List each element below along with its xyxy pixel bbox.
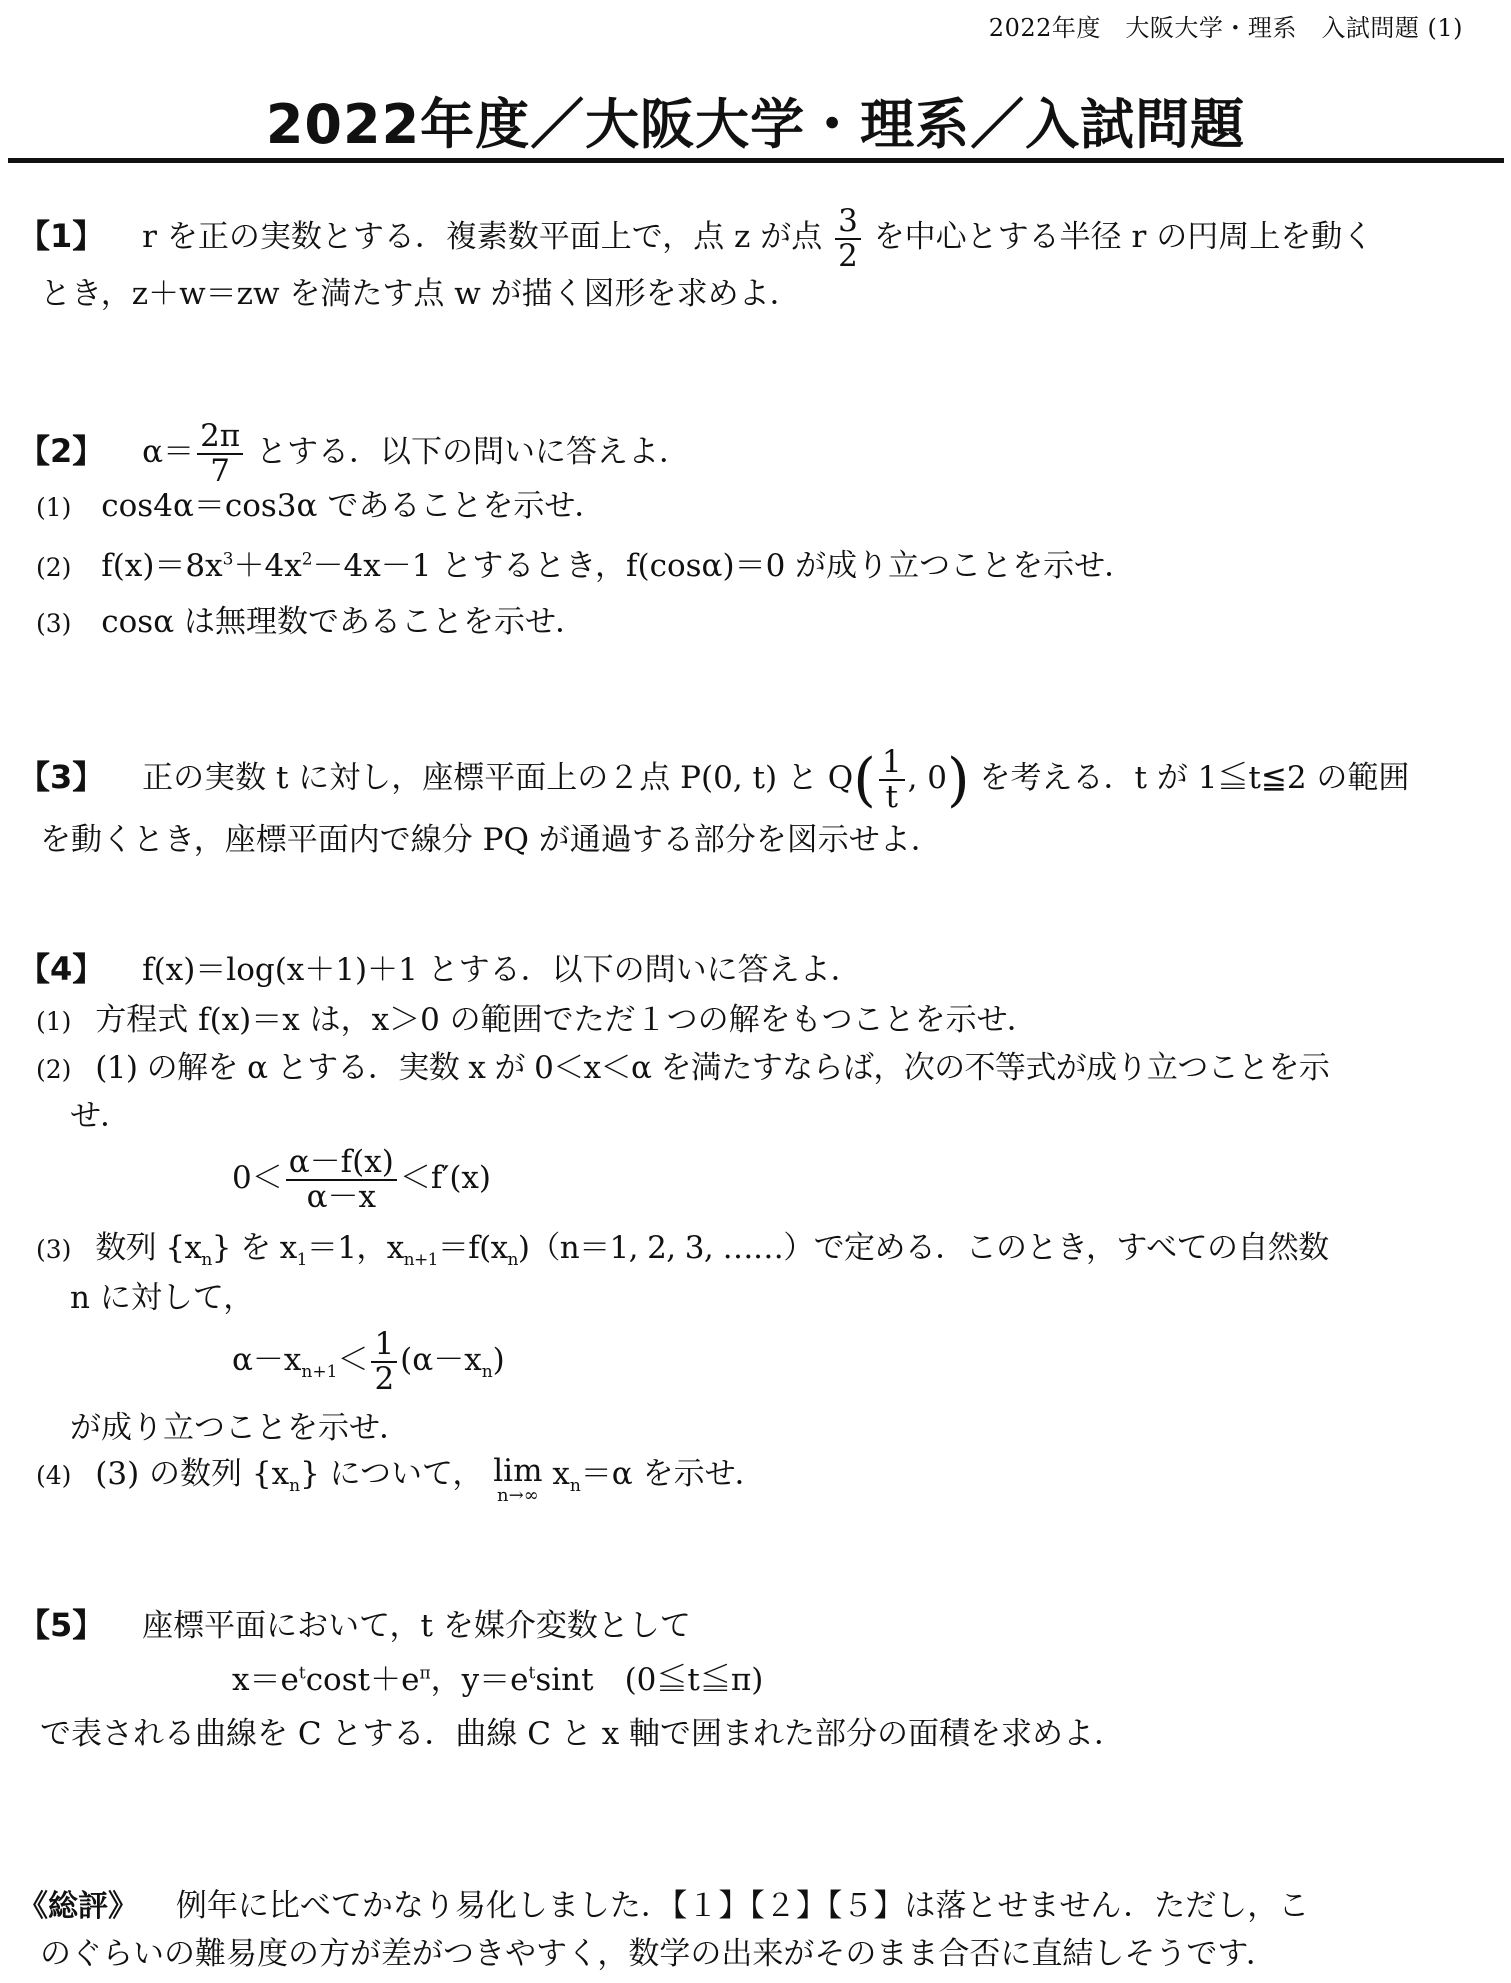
fraction-denominator: 2 xyxy=(838,237,858,274)
fraction-numerator: 1 xyxy=(371,1328,397,1363)
problem-4-sub-2 xyxy=(36,1050,1329,1087)
problem-1-text-a: r を正の実数とする．複素数平面上で，点 z が点 xyxy=(142,219,823,256)
sub-label: (2) xyxy=(36,553,72,582)
problem-1-fraction xyxy=(835,205,861,272)
problem-4-text: f(x)＝log(x＋1)＋1 とする．以下の問いに答えよ． xyxy=(142,952,862,988)
fraction-numerator: α－f(x) xyxy=(286,1146,397,1181)
problem-4-sub-3-end: が成り立つことを示せ． xyxy=(70,1410,411,1446)
sub-label: (1) xyxy=(36,493,72,522)
inequality-1-fraction xyxy=(286,1146,397,1213)
problem-4-sub-3 xyxy=(36,1230,1329,1271)
review-text-1: 例年に比べてかなり易化しました．【１】【２】【５】は落とせません．ただし，こ xyxy=(175,1888,1310,1924)
problem-1-line-2: とき，z＋w＝zw を満たす点 w が描く図形を求めよ． xyxy=(40,276,801,312)
inequality-1: 0＜ $\frac{\alpha-f(x)}{\alpha-x}$ ＜f′(x) xyxy=(232,1144,492,1215)
review-label: 《総評》 xyxy=(18,1889,138,1924)
problem-2-fraction xyxy=(197,420,243,487)
problem-5-text: 座標平面において，t を媒介変数として xyxy=(142,1608,691,1644)
sub-text: (3) の数列 $\{x_n\}$ について， lim n→∞ $x_n=\alpha$ を示せ． xyxy=(95,1453,766,1506)
problem-2-sub-1 xyxy=(36,488,605,525)
sub-label: (3) xyxy=(36,609,72,638)
sub-text: (1) の解を α とする．実数 x が 0＜x＜α を満たすならば，次の不等式が成り立つことを示 xyxy=(95,1050,1330,1086)
title-divider xyxy=(8,158,1504,163)
sub-label: (3) xyxy=(36,1235,72,1264)
fraction-denominator: α－x xyxy=(306,1178,376,1215)
sub-text: $f(x)=8x^3+4x^2-4x-1$ とするとき，f(cosα)＝0 が成り立つことを示せ． xyxy=(101,548,1136,584)
sub-text: 数列 $\{x_n\}$ を $x_1=1$，$x_{n+1}=f(x_n)(n=1$, 2, 3, ……）で定める．このとき，すべての自然数 xyxy=(95,1230,1329,1271)
fraction-numerator: 3 xyxy=(835,205,861,240)
problem-1-number: 【1】 xyxy=(18,217,105,256)
problem-2-sub-3 xyxy=(36,604,586,641)
problem-3-text-c: を考える．t が 1≦t≦2 の範囲 xyxy=(979,760,1410,797)
sub-label: (4) xyxy=(36,1461,72,1490)
problem-3-line-1: 【3】 正の実数 t に対し，座標平面上の２点 P(0, t) と Q( $\frac{1}{t}$ , 0) を考える．t が 1≦t≦2 の範囲 xyxy=(18,744,1410,815)
fraction-denominator: 7 xyxy=(210,452,230,489)
problem-3-text-a: 正の実数 t に対し，座標平面上の２点 P(0, t) と Q xyxy=(142,760,854,797)
problem-2-sub-2 xyxy=(36,548,1135,585)
sub-text: cos4α＝cos3α であることを示せ． xyxy=(101,488,606,524)
review-line-1 xyxy=(18,1888,1309,1925)
problem-4-line-1 xyxy=(18,950,862,989)
problem-1-line-1 xyxy=(18,205,1373,272)
problem-4-sub-3-cont: n に対して， xyxy=(70,1280,255,1316)
inequality-2: $\alpha-x_{n+1}<$ $\frac{1}{2}$ $(\alpha-x_n)$ xyxy=(232,1326,505,1397)
problem-4-sub-4 xyxy=(36,1453,766,1506)
problem-5-line-3: で表される曲線を C とする．曲線 C と x 軸で囲まれた部分の面積を求めよ． xyxy=(40,1716,1126,1752)
sub-text: 方程式 f(x)＝x は，x＞0 の範囲でただ１つの解をもつことを示せ． xyxy=(95,1002,1038,1038)
problem-2-line-1 xyxy=(18,420,690,487)
problem-2-text-b: とする．以下の問いに答えよ． xyxy=(256,434,691,471)
fraction-numerator: 1 xyxy=(879,746,905,781)
problem-3-number: 【3】 xyxy=(18,758,105,797)
problem-4-number: 【4】 xyxy=(18,950,105,988)
page-title: 2022年度／大阪大学・理系／入試問題 xyxy=(265,93,1246,156)
problem-2-number: 【2】 xyxy=(18,432,105,471)
sub-text: cosα は無理数であることを示せ． xyxy=(101,604,587,640)
fraction-denominator: 2 xyxy=(374,1360,395,1397)
problem-4-sub-1 xyxy=(36,1002,1038,1039)
fraction-denominator: t xyxy=(885,778,898,815)
sub-label: (1) xyxy=(36,1007,72,1036)
problem-2-text-a: α＝ xyxy=(142,434,195,471)
problem-3-fraction xyxy=(879,746,905,813)
problem-1-text-b: を中心とする半径 r の円周上を動く xyxy=(873,219,1374,256)
problem-5-equation: $x=e^t\cos t+e^\pi$，$y=e^t\sin t$ (0≦t≦π) xyxy=(232,1662,764,1698)
limit-operator: lim n→∞ xyxy=(493,1453,543,1506)
problem-4-sub-2-cont: せ． xyxy=(70,1098,132,1134)
sub-label: (2) xyxy=(36,1055,72,1084)
problem-5-line-1 xyxy=(18,1606,691,1645)
problem-5-number: 【5】 xyxy=(18,1606,105,1644)
page-header: 2022年度 大阪大学・理系 入試問題 (1) xyxy=(988,14,1463,42)
review-line-2: のぐらいの難易度の方が差がつきやすく，数学の出来がそのまま合否に直結しそうです． xyxy=(40,1936,1277,1972)
fraction-numerator: 2π xyxy=(197,420,243,455)
inequality-2-fraction xyxy=(371,1328,397,1395)
problem-3-line-2: を動くとき，座標平面内で線分 PQ が通過する部分を図示せよ． xyxy=(40,822,942,858)
